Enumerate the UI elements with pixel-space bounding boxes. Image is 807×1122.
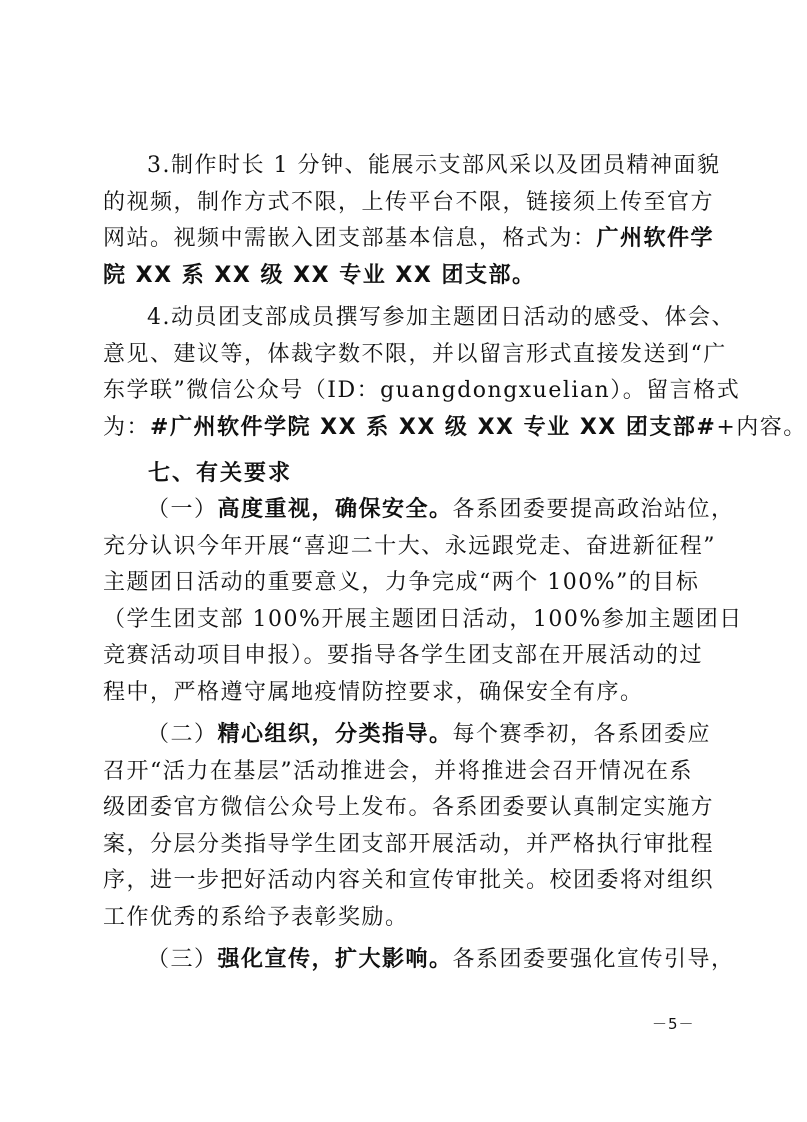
section-3-paragraph (103, 942, 735, 979)
text-line: 东学联”微信公众号（ID：guangdongxuelian）。留言格式 (103, 378, 741, 403)
text-segment: 网站。视频中需嵌入团支部基本信息，格式为： (103, 226, 597, 251)
section-heading: 七、有关要求 (148, 461, 293, 486)
section-2-paragraph (103, 717, 715, 936)
text-line: 3.制作时长 1 分钟、能展示支部风采以及团员精神面貌 (147, 153, 721, 178)
text-line: 案，分层分类指导学生团支部开展活动，并严格执行审批程 (103, 831, 715, 857)
text-segment: 为： (103, 414, 151, 440)
text-line: 的视频，制作方式不限，上传平台不限，链接须上传至官方 (103, 189, 715, 215)
text-line: 级团委官方微信公众号上发布。各系团委要认真制定实施方 (103, 795, 715, 820)
section-number: （二） (147, 722, 218, 747)
text-line: 召开“活力在基层”活动推进会，并将推进会召开情况在系 (103, 758, 693, 784)
bold-text: 广州软件学 (596, 226, 715, 251)
section-1-paragraph (103, 492, 743, 711)
section-number: （三） (147, 947, 218, 972)
page-number: －5－ (652, 1015, 695, 1033)
text-line: 充分认识今年开展“喜迎二十大、永远跟党走、奋进新征程” (103, 533, 716, 559)
paragraph-item-3 (103, 148, 721, 294)
text-line: （学生团支部 100%开展主题团日活动，100%参加主题团日 (103, 606, 743, 632)
text-line: 意见、建议等，体裁字数不限，并以留言形式直接发送到“广 (103, 341, 727, 367)
text-segment: 每个赛季初，各系团委应 (452, 722, 712, 747)
bold-text: #广州软件学院 XX 系 XX 级 XX 专业 XX 团支部# (150, 414, 717, 440)
text-line: 4.动员团支部成员撰写参加主题团日活动的感受、体会、 (147, 305, 735, 330)
section-number: （一） (147, 497, 218, 522)
bold-text-line: 院 XX 系 XX 级 XX 专业 XX 团支部。 (103, 262, 536, 288)
text-line: 工作优秀的系给予表彰奖励。 (103, 904, 409, 930)
text-line (103, 410, 807, 447)
section-title: 高度重视，确保安全。 (217, 497, 453, 522)
paragraph-item-4 (103, 300, 807, 446)
text-line (103, 492, 735, 529)
text-line: 竞赛活动项目申报）。要指导各学生团支部在开展活动的过 (103, 643, 704, 668)
text-line: 主题团日活动的重要意义，力争完成“两个 100%”的目标 (103, 570, 700, 595)
text-segment: 各系团委要强化宣传引导， (452, 947, 735, 972)
text-line (103, 942, 735, 979)
section-title: 精心组织，分类指导。 (217, 722, 453, 747)
text-line: 程中，严格遵守属地疫情防控要求，确保安全有序。 (103, 679, 644, 705)
text-segment: 各系团委要提高政治站位， (452, 497, 735, 522)
text-segment: +内容。 (716, 414, 807, 440)
text-line: 序，进一步把好活动内容关和宣传审批关。校团委将对组织 (103, 868, 715, 893)
section-title: 强化宣传，扩大影响。 (217, 947, 453, 972)
text-line (103, 717, 712, 754)
text-line (103, 221, 715, 258)
